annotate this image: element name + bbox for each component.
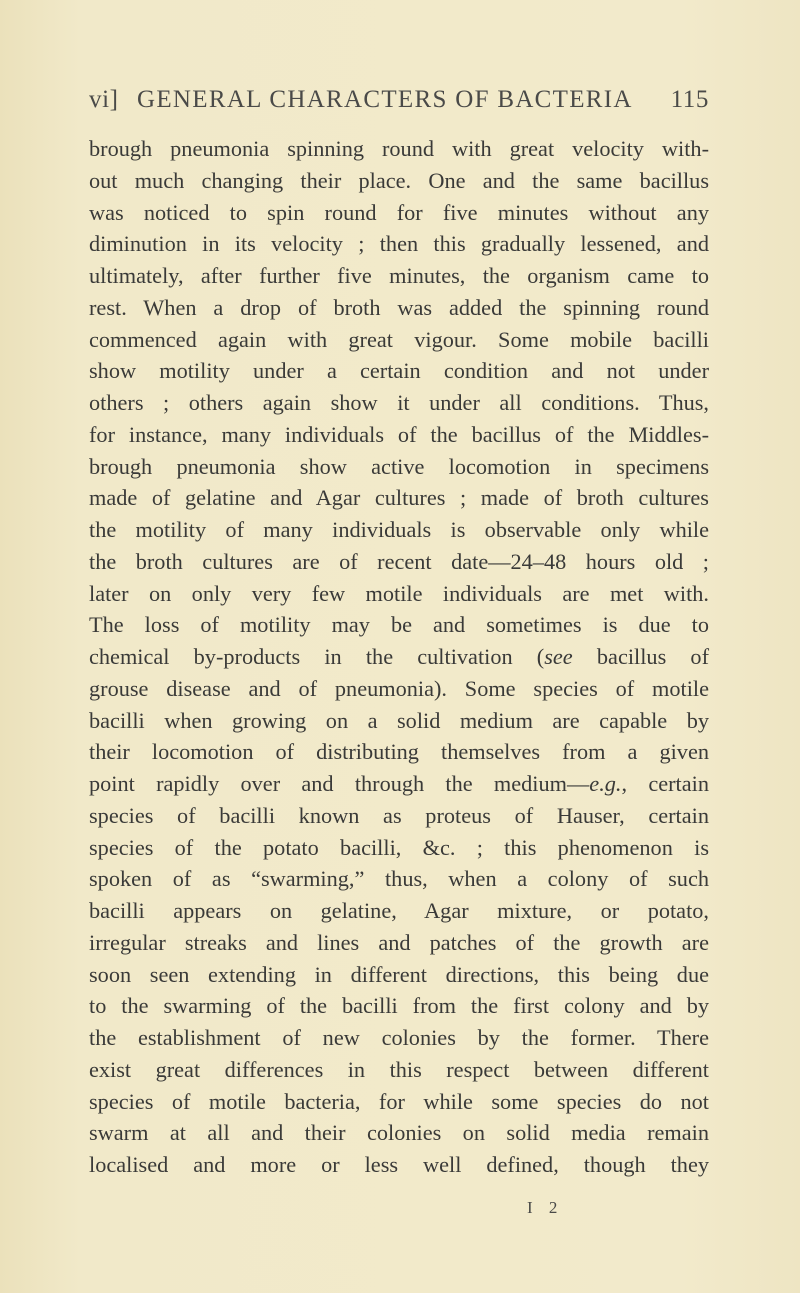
text-line: commenced again with great vigour. Some mobile bacilli <box>89 326 709 352</box>
text-line: species of bacilli known as proteus of Hauser, certain <box>89 802 709 828</box>
running-title: GENERAL CHARACTERS OF BACTERIA <box>137 86 633 113</box>
text-line: out much changing their place. One and the same bacillus <box>89 167 709 193</box>
chapter-number: vi] <box>89 86 119 113</box>
text-line: grouse disease and of pneumonia). Some species of motile <box>89 675 709 701</box>
text-line: others ; others again show it under all conditions. Thus, <box>89 390 709 415</box>
text-line: for instance, many individuals of the bacillus of the Middles- <box>89 421 709 447</box>
text-line: species of the potato bacilli, &c. ; this phenomenon is <box>89 834 709 860</box>
text-line: chemical by-products in the cultivation (see bacillus of <box>89 644 709 669</box>
text-line: ultimately, after further five minutes, the organism came to <box>89 263 709 288</box>
text-line: exist great differences in this respect between different <box>89 1056 709 1082</box>
text-line: swarm at all and their colonies on solid media remain <box>89 1120 709 1146</box>
text-line: localised and more or less well defined, though they <box>89 1152 709 1177</box>
text-line: to the swarming of the bacilli from the first colony and by <box>89 993 709 1019</box>
text-line: the establishment of new colonies by the former. There <box>89 1025 709 1050</box>
text-line: later on only very few motile individuals are met with. <box>89 580 709 606</box>
running-header <box>89 86 709 126</box>
text-line: their locomotion of distributing themselves from a given <box>89 739 709 765</box>
text-line: bacilli appears on gelatine, Agar mixture, or potato, <box>89 898 709 923</box>
text-line: the broth cultures are of recent date—24–48 hours old ; <box>89 548 709 574</box>
text-line: spoken of as “swarming,” thus, when a colony of such <box>89 866 709 892</box>
text-line: diminution in its velocity ; then this gradually lessened, and <box>89 231 709 257</box>
text-line: bacilli when growing on a solid medium are capable by <box>89 707 709 733</box>
text-line: point rapidly over and through the medium—e.g., certain <box>89 771 709 796</box>
body-text <box>89 133 709 1181</box>
text-line: was noticed to spin round for five minutes without any <box>89 199 709 225</box>
text-line: soon seen extending in different directions, this being due <box>89 961 709 987</box>
page-number: 115 <box>670 86 709 113</box>
text-line: brough pneumonia show active locomotion in specimens <box>89 453 709 479</box>
text-line: The loss of motility may be and sometimes is due to <box>89 612 709 638</box>
signature-mark: I 2 <box>527 1198 564 1217</box>
text-line: made of gelatine and Agar cultures ; made of broth cultures <box>89 485 709 511</box>
text-line: show motility under a certain condition and not under <box>89 358 709 384</box>
text-line: species of motile bacteria, for while some species do not <box>89 1088 709 1114</box>
text-line: rest. When a drop of broth was added the spinning round <box>89 294 709 320</box>
text-line: brough pneumonia spinning round with great velocity with- <box>89 136 709 161</box>
text-line: irregular streaks and lines and patches of the growth are <box>89 929 709 955</box>
text-line: the motility of many individuals is observable only while <box>89 517 709 542</box>
